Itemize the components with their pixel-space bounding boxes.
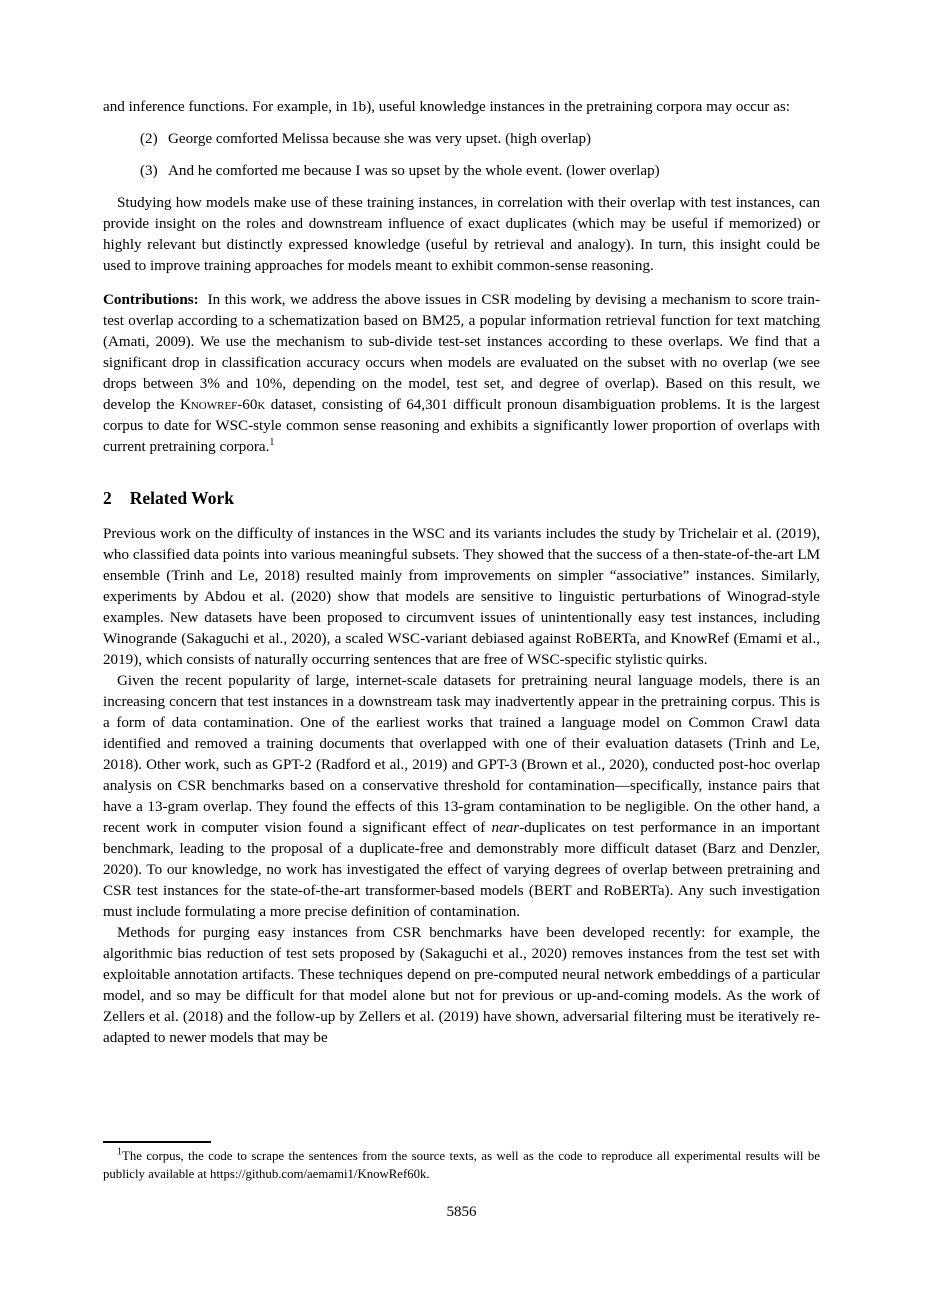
example-label: (3): [140, 163, 158, 179]
section-number: 2: [103, 488, 112, 508]
footnote-text: [103, 1148, 820, 1183]
text-run: Given the recent popularity of large, internet-scale datasets for pretraining neural language models, there is an increasing concern that test instances in a downstream task may inadvertently appear in the pretraining corpus. This is a form of data contamination. One of the earliest works that trained a language model on Common Crawl data identified and removed a training documents that overlapped with one of their evaluation datasets (Trinh and Le, 2018). Other work, such as GPT-2 (Radford et al., 2019) and GPT-3 (Brown et al., 2020), conducted post-hoc overlap analysis on CSR benchmarks based on a conservative threshold for contamination—specifically, instance pairs that have a 13-gram overlap. They found the effects of this 13-gram contamination to be negligible. On the other hand, a recent work in computer vision found a significant effect of: [103, 673, 820, 836]
text-run: And he comforted me because I was so upset by the whole event. (lower overlap): [168, 163, 660, 179]
text-run: -duplicates on test performance in an important benchmark, leading to the proposal of a duplicate-free and demonstrably more difficult dataset (Barz and Denzler, 2020). To our knowledge, no work has investigated the effect of varying degrees of overlap between pretraining and CSR test instances for the state-of-the-art transformer-based models (BERT and RoBERTa). Any such investigation must include formulating a more precise definition of contamination.: [103, 820, 820, 920]
example-item: [103, 129, 820, 150]
text-run: and inference functions. For example, in 1b), useful knowledge instances in the pretraining corpora may occur as:: [103, 99, 790, 115]
footnote-body: The corpus, the code to scrape the sentences from the source texts, as well as the code to reproduce all experimental results will be publicly available at https://github.com/aemami1/KnowRef60k.: [103, 1149, 820, 1181]
text-run: Studying how models make use of these training instances, in correlation with their overlap with test instances, can provide insight on the roles and downstream influence of exact duplicates (which may be useful if memorized) or highly relevant but distinctly expressed knowledge (useful by retrieval and analogy). In turn, this insight could be used to improve training approaches for models meant to exhibit common-sense reasoning.: [103, 195, 820, 274]
text-smallcaps: Knowref-60k: [179, 397, 266, 413]
text-run: Previous work on the difficulty of instances in the WSC and its variants includes the study by Trichelair et al. (2019), who classified data points into various meaningful subsets. They showed that the success of a then-state-of-the-art LM ensemble (Trinh and Le, 2018) resulted mainly from improvements on simpler “associative” instances. Similarly, experiments by Abdou et al. (2020) show that models are sensitive to linguistic perturbations of Winograd-style examples. New datasets have been proposed to circumvent issues of unintentionally easy test instances, including Winogrande (Sakaguchi et al., 2020), a scaled WSC-variant debiased against RoBERTa, and KnowRef (Emami et al., 2019), which consists of naturally occurring sentences that are free of WSC-specific stylistic quirks.: [103, 526, 820, 668]
text-run: Methods for purging easy instances from CSR benchmarks have been developed recently: for example, the algorithmic bias reduction of test sets proposed by (Sakaguchi et al., 2020) removes instances from the test set with exploitable annotation artifacts. These techniques depend on pre-computed neural network embeddings of a particular model, and so may be difficult for that model alone but not for previous or up-and-coming models. As the work of Zellers et al. (2018) and the follow-up by Zellers et al. (2019) have shown, adversarial filtering must be iteratively re-adapted to newer models that may be: [103, 925, 820, 1046]
paragraph: [103, 524, 820, 671]
example-text: [168, 163, 660, 179]
article-body: [103, 97, 820, 1049]
text-bold: Contributions:: [103, 292, 199, 308]
example-item: [103, 161, 820, 182]
paragraph: [103, 923, 820, 1049]
text-run: George comforted Melissa because she was very upset. (high overlap): [168, 131, 592, 147]
page-number: 5856: [446, 1204, 477, 1220]
section-title: Related Work: [129, 488, 234, 508]
paragraph: [103, 290, 820, 458]
text-italic: near: [491, 820, 520, 836]
example-label: (2): [140, 131, 158, 147]
text-run: dataset, consisting of 64,301 difficult pronoun disambiguation problems. It is the largest corpus to date for WSC-style common sense reasoning and exhibits a significantly lower proportion of overlaps with current pretraining corpora.: [103, 397, 820, 455]
footnote: [103, 1141, 820, 1183]
footnote-rule: [103, 1141, 211, 1143]
footnote-marker: 1: [117, 1146, 122, 1158]
text-run: In this work, we address the above issues in CSR modeling by devising a mechanism to score train-test overlap according to a schematization based on BM25, a popular information retrieval function for text matching (Amati, 2009). We use the mechanism to sub-divide test-set instances according to these overlaps. We find that a significant drop in classification accuracy occurs when models are evaluated on the subset with no overlap (we see drops between 3% and 10%, depending on the model, test set, and degree of overlap). Based on this result, we develop the: [103, 292, 820, 413]
paragraph: [103, 193, 820, 277]
paragraph: [103, 97, 820, 118]
text-sup: 1: [269, 436, 275, 448]
paragraph: [103, 671, 820, 923]
example-text: [168, 131, 591, 147]
section-heading: [103, 487, 820, 510]
